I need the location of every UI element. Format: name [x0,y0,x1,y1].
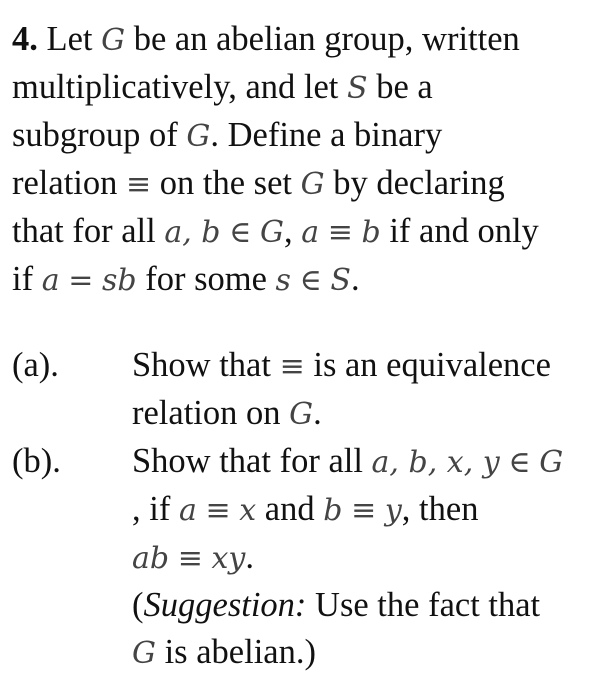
math-run: xy [211,541,246,576]
text-run [231,490,240,528]
math-symbol-run: ≡ [351,493,377,528]
statement-line [12,256,602,304]
text-run: relation on [132,394,290,432]
statement-line [12,112,602,160]
text-run [342,490,351,528]
text-run [291,260,300,298]
statement-line [12,160,602,208]
math-run: G [132,636,156,671]
part-line [132,486,602,534]
math-symbol-run: ≡ [327,215,353,250]
text-run [169,538,178,576]
text-run: subgroup of [12,116,187,154]
spacer [12,304,602,342]
text-run [60,260,69,298]
text-run: Use the fact that [306,586,541,624]
text-run: relation [12,164,126,202]
text-run: Let [46,20,102,58]
math-run: a [178,493,197,528]
part-line [132,438,602,486]
part-line [132,629,602,677]
part-item [12,342,602,438]
text-run: if [12,260,42,298]
math-run: y [384,493,402,528]
math-run: G [186,119,211,154]
text-run: , then [401,490,479,528]
math-run: G [539,445,564,480]
math-run: a, b [164,215,221,250]
text-run [531,442,540,480]
text-run: be a [367,68,433,106]
text-run: be an abelian group, written [125,20,520,58]
statement-line [12,16,602,64]
text-run: , [283,212,302,250]
problem-statement [12,16,602,304]
problem-number: 4. [12,20,38,58]
text-run [376,490,385,528]
part-body [132,342,602,438]
text-run: . [245,538,254,576]
math-symbol-run: ≡ [177,541,203,576]
part-body [132,438,602,677]
math-symbol-run: ≡ [205,493,231,528]
math-run: b [323,493,343,528]
math-run: sb [101,263,137,298]
math-run: S [330,263,351,298]
math-symbol-run: ≡ [279,349,305,384]
parts-list [12,342,602,677]
math-symbol-run: = [68,263,94,298]
part-line [132,390,602,438]
text-run: is abelian.) [155,633,316,671]
statement-line [12,208,602,256]
emphasis-run: Suggestion: [143,586,307,624]
text-run: ( [132,586,144,624]
text-run [93,260,102,298]
math-run: G [289,397,314,432]
math-run: a, b, x, y [371,445,500,480]
text-run: Show that for all [132,442,372,480]
text-run: if and only [380,212,539,250]
text-run [221,212,230,250]
math-run: s [275,263,291,298]
math-run: G [259,215,284,250]
text-run: , if [132,490,179,528]
part-line [132,534,602,582]
math-symbol-run: ∈ [229,215,252,250]
text-run: by declaring [324,164,505,202]
problem-document [12,16,602,677]
math-symbol-run: ≡ [126,167,152,202]
text-run: that for all [12,212,165,250]
text-run: . Define a binary [210,116,443,154]
math-run: S [347,71,368,106]
part-line [132,582,602,629]
part-label: (b). [12,442,61,480]
text-run: multiplicatively, and let [12,68,348,106]
math-run: x [239,493,257,528]
text-run: . [313,394,322,432]
math-symbol-run: ∈ [299,263,322,298]
text-run [319,212,328,250]
text-run: on the set [151,164,301,202]
math-run: a [41,263,60,298]
math-symbol-run: ∈ [508,445,531,480]
text-run [251,212,260,250]
text-run: is an equivalence [304,346,551,384]
part-label: (a). [12,346,59,384]
part-item [12,438,602,677]
text-run: Show that [132,346,280,384]
text-run: and [256,490,324,528]
math-run: G [101,23,126,58]
part-line [132,342,602,390]
math-run: b [361,215,381,250]
math-run: G [300,167,325,202]
math-run: a [301,215,320,250]
text-run: for some [136,260,276,298]
statement-line [12,64,602,112]
text-run: . [350,260,360,298]
math-run: ab [132,541,170,576]
